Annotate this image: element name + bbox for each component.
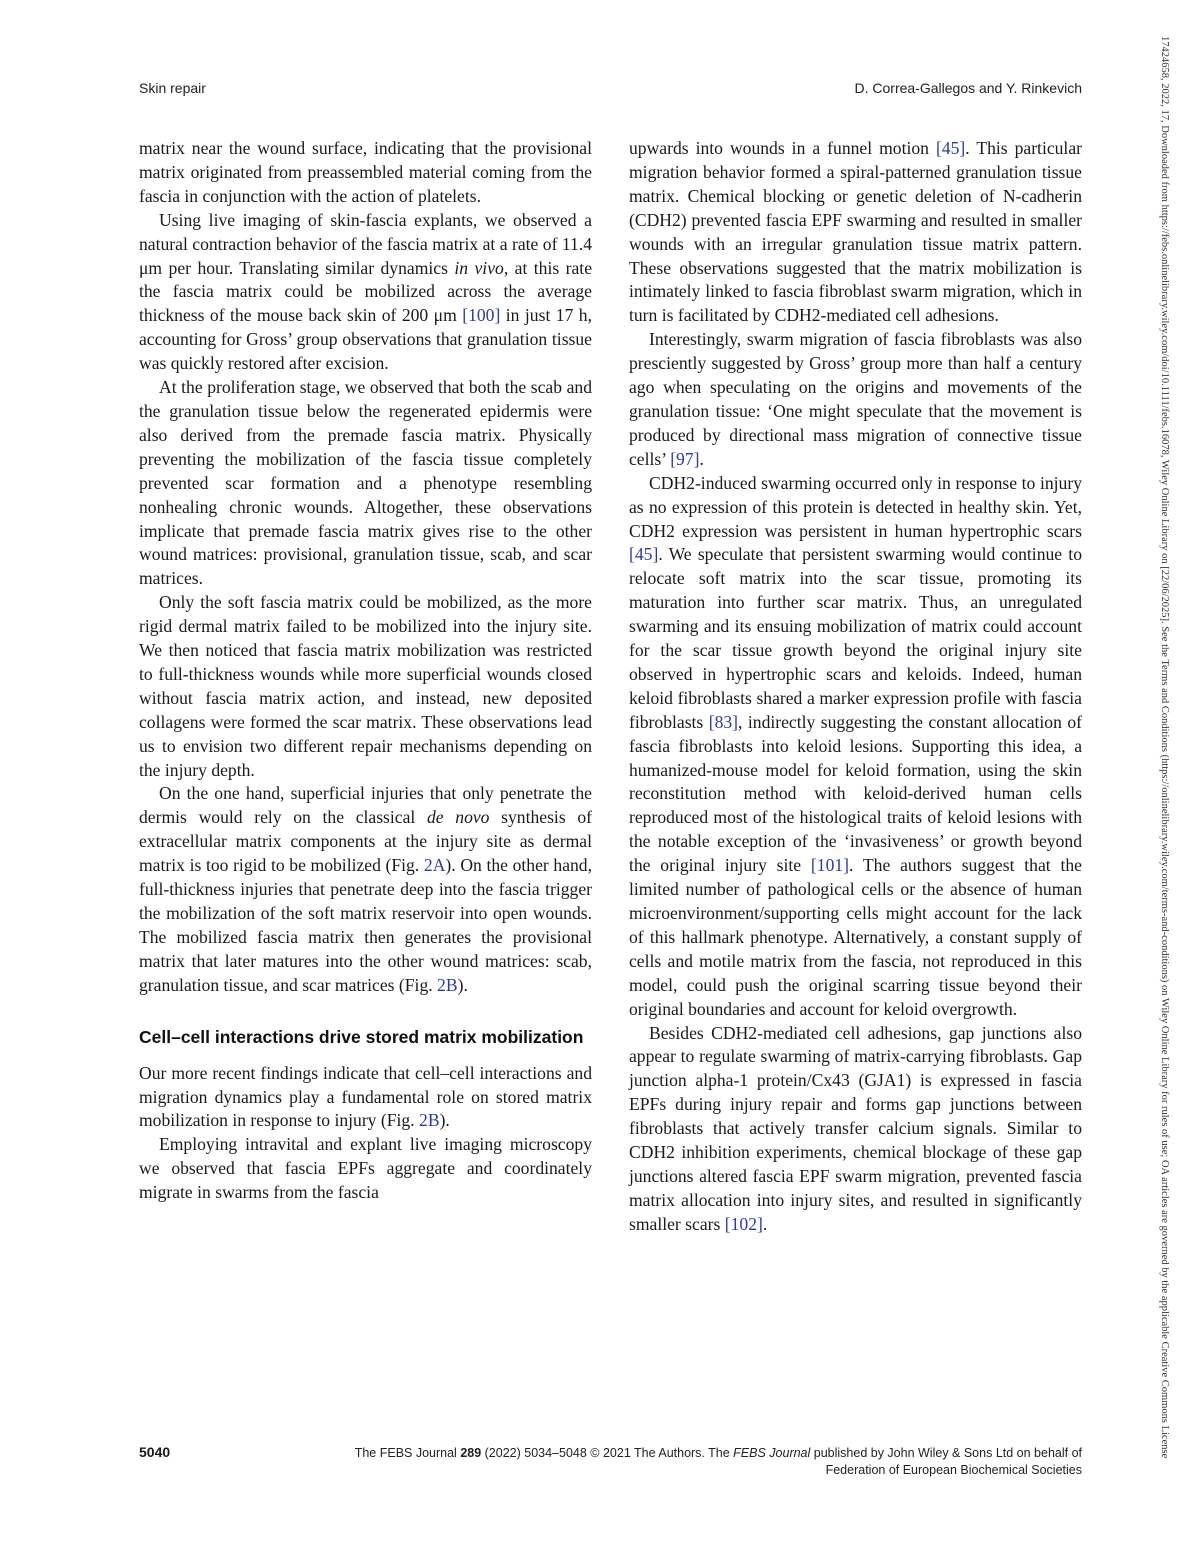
right-column (629, 137, 1082, 1237)
running-header-right: D. Correa-Gallegos and Y. Rinkevich (854, 80, 1082, 96)
paragraph: Our more recent findings indicate that cell–cell interactions and migration dynamics play a fundamental role on stored matrix mobilization in response to injury (Fig. 2B). (139, 1062, 592, 1131)
download-side-note: 17424658, 2022, 17, Downloaded from https://febs.onlinelibrary.wiley.com/doi/10.1111/febs.16078, Wiley Online Library on [22/06/2025]. See the Terms and Conditions (https://onlinelibrary.wiley.com/terms-and-conditions) on Wiley Online Library for rules of use; OA articles are governed by the applicable Creative Commons License (1159, 36, 1170, 1459)
footer-citation: The FEBS Journal 289 (2022) 5034–5048 © 2021 The Authors. The FEBS Journal published by John Wiley & Sons Ltd on behalf of Federation of European Biochemical Societies (354, 1446, 1082, 1477)
paragraph: Using live imaging of skin-fascia explants, we observed a natural contraction behavior of the fascia matrix at a rate of 11.4 μm per hour. Translating similar dynamics in vivo, at this rate the fascia matrix could be mobilized across the average thickness of the mouse back skin of 200 μm [100] in just 17 h, accounting for Gross’ group observations that granulation tissue was quickly restored after excision. (139, 209, 593, 374)
figure-link[interactable]: 2B (437, 974, 458, 995)
reference-link[interactable]: [45] (629, 544, 659, 565)
reference-link[interactable]: [97] (670, 448, 700, 469)
paragraph: Interestingly, swarm migration of fascia fibroblasts was also presciently suggested by Gross’ group more than half a century ago when speculating on the origins and movements of the granulation tissue: ‘One might speculate that the movement is produced by directional mass migration of connective tissue cells’ [97]. (629, 329, 1082, 469)
section-heading: Cell–cell interactions drive stored matrix mobilization (139, 1026, 584, 1047)
paragraph: Only the soft fascia matrix could be mobilized, as the more rigid dermal matrix failed to be mobilized into the injury site. We then noticed that fascia matrix mobilization was restricted to full-thickness wounds while more superficial wounds closed without fascia matrix action, and instead, new deposited collagens were formed the scar matrix. These observations lead us to envision two different repair mechanisms depending on the injury depth. (139, 592, 592, 780)
paragraph: CDH2-induced swarming occurred only in response to injury as no expression of this protein is detected in healthy skin. Yet, CDH2 expression was persistent in human hypertrophic scars [45]. We speculate that persistent swarming would continue to relocate soft matrix into the scar tissue, promoting its maturation into further scar matrix. Thus, an unregulated swarming and its ensuing mobilization of matrix could account for the scar tissue growth beyond the original injury site observed in hypertrophic scars and keloids. Indeed, human keloid fibroblasts shared a marker expression profile with fascia fibroblasts [83], indirectly suggesting the constant allocation of fascia fibroblasts into keloid lesions. Supporting this idea, a humanized-mouse model for keloid formation, using the skin reconstitution method with keloid-derived human cells reproduced most of the histological traits of keloid lesions with the notable exception of the ‘invasiveness’ or growth beyond the original injury site [101]. The authors suggest that the limited number of pathological cells or the absence of human microenvironment/supporting cells might account for the lack of this hallmark phenotype. Alternatively, a constant supply of cells and motile matrix from the fascia, not reproduced in this model, could push the original scarring tissue beyond their original boundaries and account for keloid overgrowth. (629, 472, 1082, 1019)
paragraph: Employing intravital and explant live imaging microscopy we observed that fascia EPFs aggregate and coordinately migrate in swarms from the fascia (139, 1134, 592, 1203)
paragraph: On the one hand, superficial injuries that only penetrate the dermis would rely on the classical de novo synthesis of extracellular matrix components at the injury site as dermal matrix is too rigid to be mobilized (Fig. 2A). On the other hand, full-thickness injuries that penetrate deep into the fascia trigger the mobilization of the soft matrix reservoir into open wounds. The mobilized fascia matrix then generates the provisional matrix that later matures into the other wound matrices: scab, granulation tissue, and scar matrices (Fig. 2B). (139, 783, 592, 995)
paragraph: upwards into wounds in a funnel motion [45]. This particular migration behavior formed a spiral-patterned granulation tissue matrix. Chemical blocking or genetic deletion of N-cadherin (CDH2) prevented fascia EPF swarming and resulted in smaller wounds with an irregular granulation tissue matrix pattern. These observations suggested that the matrix mobilization is intimately linked to fascia fibroblast swarm migration, which in turn is facilitated by CDH2-mediated cell adhesions. (629, 138, 1082, 326)
reference-link[interactable]: [100] (462, 305, 501, 326)
reference-link[interactable]: [102] (724, 1213, 763, 1234)
paragraph: matrix near the wound surface, indicating that the provisional matrix originated from preassembled material coming from the fascia in conjunction with the action of platelets. (139, 138, 592, 206)
left-column (139, 137, 592, 1205)
paragraph: At the proliferation stage, we observed that both the scab and the granulation tissue below the regenerated epidermis were also derived from the premade fascia matrix. Physically preventing the mobilization of the fascia tissue completely prevented scar formation and a phenotype resembling nonhealing chronic wounds. Altogether, these observations implicate that premade fascia matrix gives rise to the other wound matrices: provisional, granulation tissue, scab, and scar matrices. (139, 377, 592, 589)
paragraph: Besides CDH2-mediated cell adhesions, gap junctions also appear to regulate swarming of matrix-carrying fibroblasts. Gap junction alpha-1 protein/Cx43 (GJA1) is expressed in fascia EPFs during injury repair and forms gap junctions between fibroblasts that actively transfer calcium signals. Similar to CDH2 inhibition experiments, chemical blockage of these gap junctions altered fascia EPF swarm migration, prevented fascia matrix allocation into injury sites, and resulted in significantly smaller scars [102]. (629, 1022, 1082, 1234)
running-header-left: Skin repair (139, 80, 206, 96)
figure-link[interactable]: 2B (419, 1110, 440, 1131)
reference-link[interactable]: [83] (708, 711, 739, 732)
reference-link[interactable]: [101] (810, 855, 850, 876)
reference-link[interactable]: [45] (935, 138, 966, 158)
page-number: 5040 (139, 1444, 171, 1460)
figure-link[interactable]: 2A (423, 855, 446, 876)
